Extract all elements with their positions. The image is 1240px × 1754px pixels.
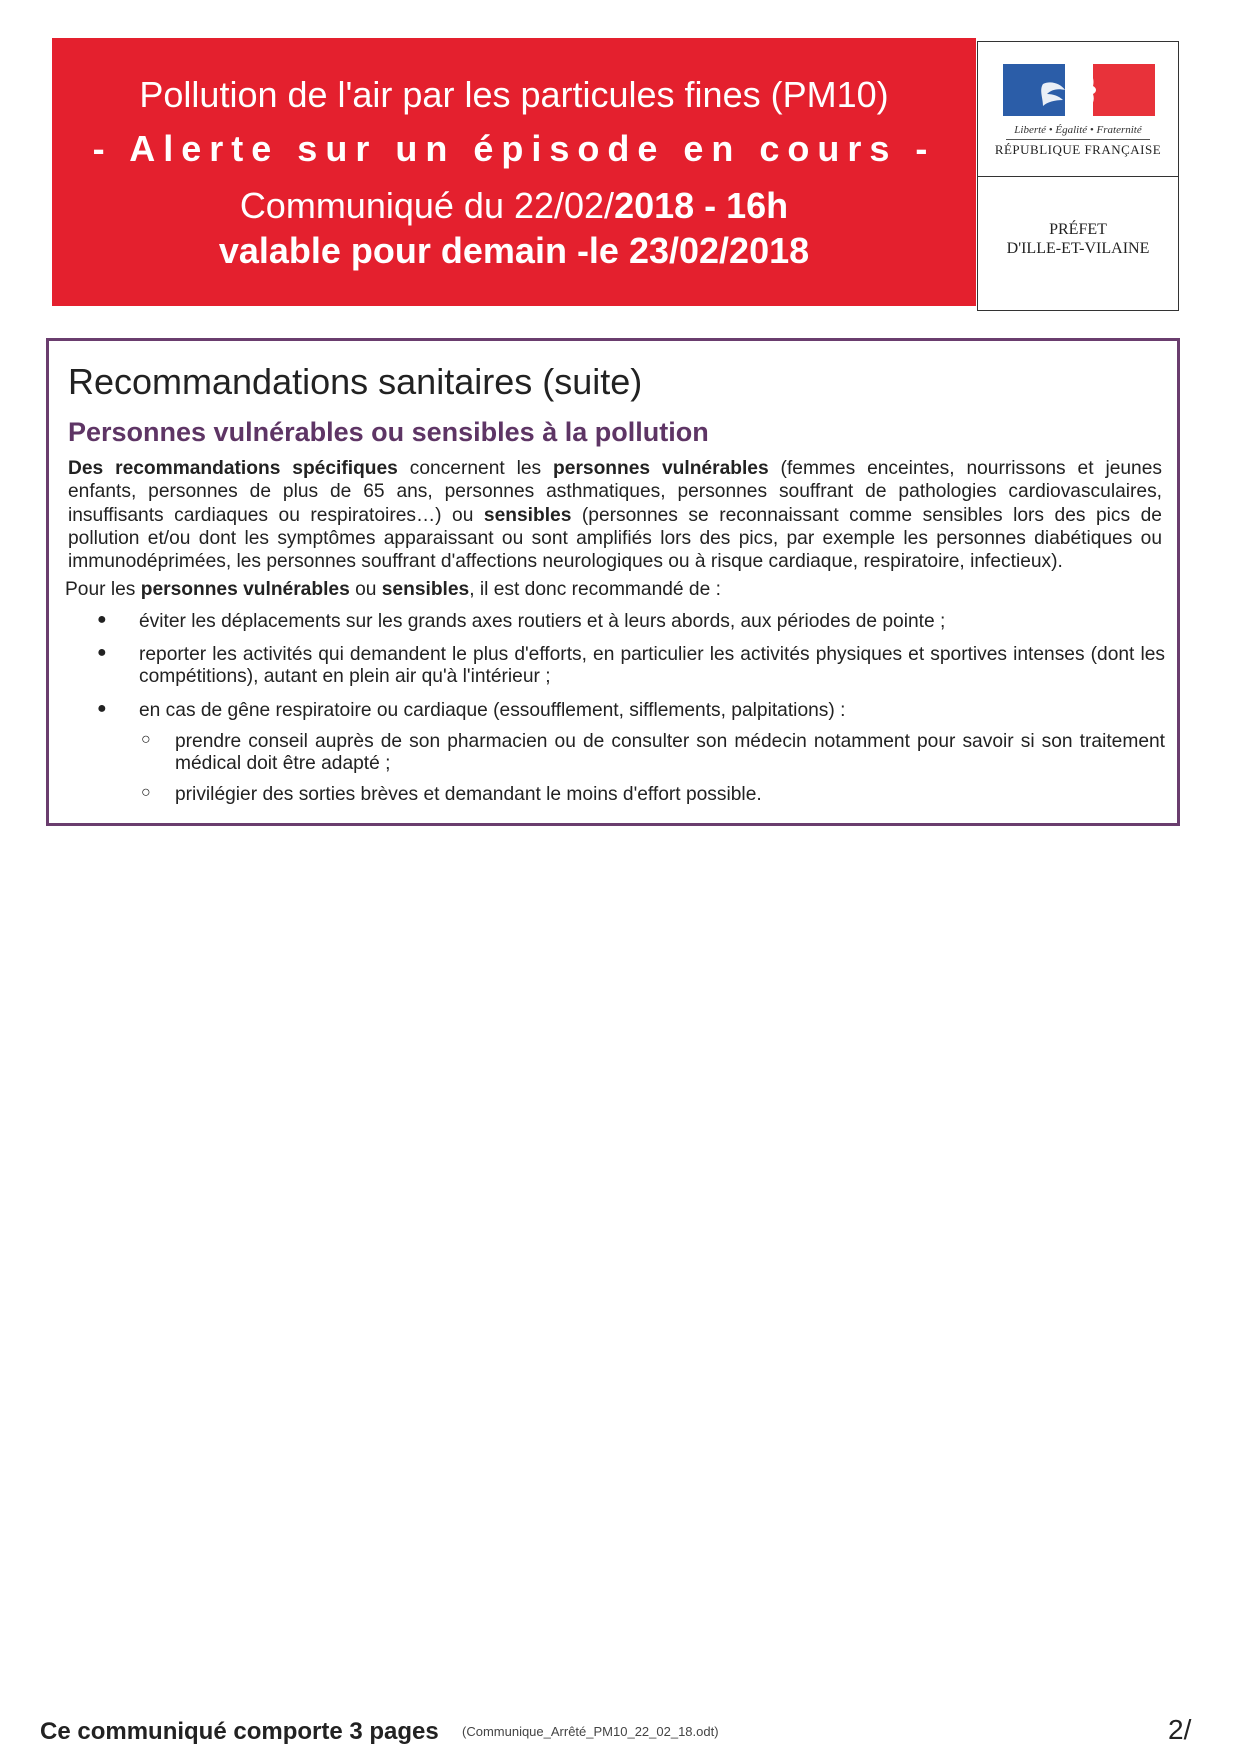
logo-divider [1006, 139, 1150, 140]
marianne-flag-icon [1003, 64, 1155, 116]
sub-bullet-text: prendre conseil auprès de son pharmacien ou de consulter son médecin notamment pour savoir si son traitement médical doit être adapté ; [175, 731, 1165, 774]
bullet-dot-icon: ● [97, 611, 107, 628]
bullet-text: en cas de gêne respiratoire ou cardiaque (essoufflement, sifflements, palpitations) : [139, 700, 846, 721]
intro-text-1: Pour les [65, 579, 141, 600]
banner-date-line [52, 185, 976, 227]
bullet-dot-icon: ● [97, 644, 107, 661]
banner-date-prefix: Communiqué du 22/02/ [239, 185, 615, 226]
bullet-dot-icon: ● [97, 700, 107, 717]
para-text-1: concernent les [397, 458, 554, 479]
para-text-2: (femmes enceintes, nourrissons et jeunes enfants, personnes de plus de 65 ans, personnes asthmatiques, personnes souffrant de pathologies cardiovasculaires, insuffisants cardiaques ou respiratoires…) ou [68, 458, 1162, 526]
intro-bold-2: sensibles [381, 579, 470, 600]
recommendations-box [46, 338, 1180, 826]
section-title: Recommandations sanitaires (suite) [68, 361, 643, 402]
prefet-line-2: D'ILLE-ET-VILAINE [1006, 240, 1150, 257]
republic-logo [978, 42, 1178, 177]
intro-text-3: , il est donc recommandé de : [469, 579, 721, 600]
prefet-label [978, 220, 1178, 258]
intro-bold-1: personnes vulnérables [140, 579, 350, 600]
sub-bullet-circle-icon: ○ [141, 731, 151, 748]
intro-text-2: ou [349, 579, 382, 600]
republic-name: RÉPUBLIQUE FRANÇAISE [994, 142, 1162, 157]
intro-paragraph [68, 457, 1162, 573]
file-name: (Communique_Arrêté_PM10_22_02_18.odt) [462, 1724, 719, 1739]
para-bold-2: personnes vulnérables [553, 458, 769, 479]
sub-bullet-circle-icon: ○ [141, 784, 151, 801]
banner-date-bold: 2018 - 16h [614, 185, 789, 226]
banner-validity-line: valable pour demain -le 23/02/2018 [218, 230, 810, 271]
bullet-text: reporter les activités qui demandent le plus d'efforts, en particulier les activités physiques et sportives intenses (dont les compétitions), autant en plein air qu'à l'intérieur ; [139, 644, 1165, 687]
page-number: 2/ [1168, 1714, 1192, 1745]
para-bold-3: sensibles [483, 504, 572, 526]
page-count-note: Ce communiqué comporte 3 pages [40, 1718, 439, 1745]
banner-title: Pollution de l'air par les particules fines (PM10) [139, 74, 889, 115]
alert-banner [52, 38, 976, 306]
section-subtitle: Personnes vulnérables ou sensibles à la pollution [68, 417, 709, 447]
prefecture-logo-box [977, 41, 1179, 311]
sub-bullet-text: privilégier des sorties brèves et demandant le moins d'effort possible. [175, 784, 762, 805]
para-text-3: (personnes se reconnaissant comme sensibles lors des pics de pollution et/ou dont les symptômes apparaissant ou sont amplifiés lors des pics, par exemple les personnes diabétiques ou immunodéprimées, les personnes souffrant d'affections neurologiques ou à risque cardiaque, respiratoire, infectieux). [68, 504, 1162, 573]
prefet-line-1: PRÉFET [1049, 221, 1107, 238]
recommendation-intro [65, 579, 721, 601]
para-bold-1: Des recommandations spécifiques [68, 458, 398, 479]
bullet-text: éviter les déplacements sur les grands axes routiers et à leurs abords, aux périodes de pointe ; [139, 611, 946, 632]
republic-motto: Liberté • Égalité • Fraternité [1014, 124, 1142, 136]
banner-alert-line: - Alerte sur un épisode en cours - [92, 128, 936, 169]
